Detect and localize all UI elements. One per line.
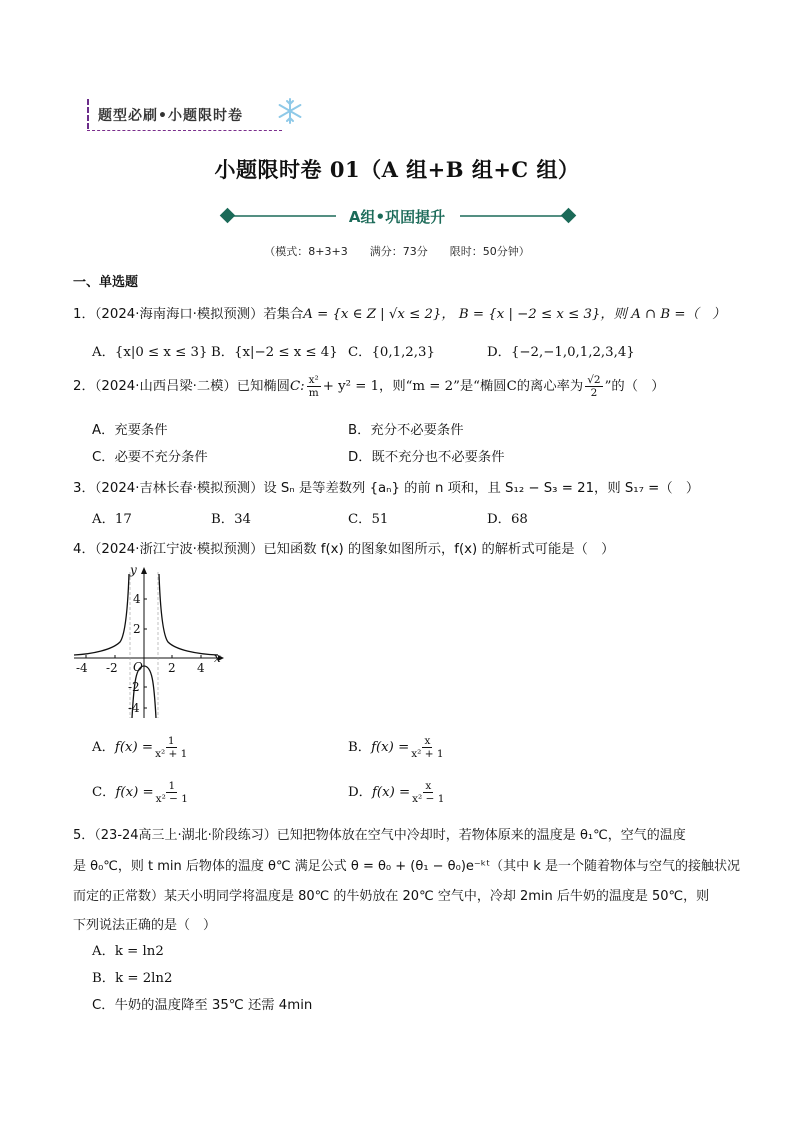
x-tick-label: 4 [197,661,205,675]
question-2-option-a[interactable]: A．充要条件 [92,423,168,438]
fraction-numerator: √2 [587,374,601,386]
question-2-source: 2．（2024·山西吕梁·二模）已知椭圆 [73,379,290,394]
question-2-stem [73,374,665,399]
fraction-denominator: 2 [590,387,598,399]
y-tick-label: -4 [128,701,140,715]
question-2-option-d[interactable]: D．既不充分也不必要条件 [348,450,505,465]
header-tag: 题型必刷•小题限时卷 [98,108,243,124]
option-label: C． [92,785,116,800]
question-1-option-a[interactable]: A．{x|0 ≤ x ≤ 3} [92,345,208,360]
question-4-option-a[interactable] [92,735,189,760]
fraction-denominator: x² − 1 [155,793,188,805]
fraction-numerator: 1 [167,735,175,747]
question-1-option-b[interactable]: B．{x|−2 ≤ x ≤ 4} [211,345,338,360]
question-5-option-c[interactable]: C．牛奶的温度降至 35℃ 还需 4min [92,998,313,1013]
left-branch-curve [74,574,129,655]
page-title: 小题限时卷 01（A 组+B 组+C 组） [214,157,580,182]
fraction-denominator: m [308,387,319,399]
x-axis-label: x [214,651,221,665]
y-tick-label: 2 [133,622,141,636]
option-label: D． [348,785,372,800]
fraction-numerator: x [424,735,431,747]
option-function: f(x) = [115,785,154,800]
y-axis-label: y [130,563,137,577]
option-function: f(x) = [114,740,154,755]
option-fraction [411,735,443,760]
question-2-tail: ”的（ ） [604,379,665,394]
y-tick-label: -2 [128,680,140,694]
fraction-denominator: x² − 1 [412,793,445,805]
question-3-stem: 3．（2024·吉林长春·模拟预测）设 Sₙ 是等差数列 {aₙ} 的前 n 项和，且 S₁₂ − S₃ = 21，则 S₁₇ =（ ） [73,481,700,496]
question-1-math: A = {x ∈ Z | √x ≤ 2}， B = {x | −2 ≤ x ≤ 3}，则 A ∩ B =（ ） [303,307,726,322]
fraction-numerator: x [425,780,432,792]
origin-label: O [133,660,143,674]
question-1-option-c[interactable]: C．{0,1,2,3} [348,345,435,360]
question-3-option-a[interactable]: A．17 [92,512,132,527]
option-fraction [155,735,187,760]
header-divider [87,130,282,131]
option-label: B． [348,740,372,755]
question-2-option-b[interactable]: B．充分不必要条件 [348,423,464,438]
question-5-option-b[interactable]: B．k = 2ln2 [92,971,173,986]
option-fraction [412,780,444,805]
fraction-denominator: x² + 1 [411,748,444,760]
y-tick-label: 4 [133,592,141,606]
section-banner-label: A组•巩固提升 [348,208,446,226]
option-fraction [156,780,188,805]
question-5-line-2: 是 θ₀℃，则 t min 后物体的温度 θ℃ 满足公式 θ = θ₀ + (θ₁ − θ₀)e⁻ᵏᵗ（其中 k 是一个随着物体与空气的接触状况 [73,859,740,874]
question-1-source: 1．（2024·海南海口·模拟预测）若集合 [73,307,304,322]
fraction-numerator: x² [308,374,319,386]
section-heading: 一、单选题 [73,275,139,290]
question-5-line-4: 下列说法正确的是（ ） [73,918,217,933]
question-4-option-d[interactable] [348,780,446,805]
question-4-stem: 4．（2024·浙江宁波·模拟预测）已知函数 f(x) 的图象如图所示，f(x) 的解析式可能是（ ） [73,542,615,557]
question-1-option-d[interactable]: D．{−2,−1,0,1,2,3,4} [487,345,635,360]
question-5-line-1: 5．（23-24高三上·湖北·阶段练习）已知把物体放在空气中冷却时，若物体原来的温度是 θ₁℃，空气的温度 [73,828,686,843]
question-5-option-a[interactable]: A．k = ln2 [92,944,164,959]
x-tick-label: -2 [106,661,118,675]
option-function: f(x) = [371,785,411,800]
question-1-stem [73,303,725,322]
snowflake-icon [276,97,304,125]
y-axis-arrow [141,567,147,574]
x-tick-label: 2 [168,661,176,675]
right-branch-curve [159,574,218,655]
exam-meta: （模式：8+3+3 满分：73分 限时：50分钟） [264,245,530,258]
question-5-line-3: 而定的正常数）某天小明同学将温度是 80℃ 的牛奶放在 20℃ 空气中，冷却 2min 后牛奶的温度是 50℃，则 [73,889,710,904]
fraction-denominator: x² + 1 [155,748,188,760]
question-4-option-b[interactable] [348,735,446,760]
header-accent-bar [87,99,93,129]
question-2-ellipse-name: C: [289,379,305,394]
option-function: f(x) = [371,740,410,755]
question-3-option-b[interactable]: B．34 [211,512,251,527]
x-tick-label: -4 [76,661,88,675]
question-3-option-d[interactable]: D．68 [487,512,528,527]
question-2-condition: + y² = 1，则“m = 2”是“椭圆C的离心率为 [322,379,584,394]
question-2-option-c[interactable]: C．必要不充分条件 [92,450,208,465]
option-label: A． [92,740,115,755]
question-4-option-c[interactable] [92,780,190,805]
fraction-numerator: 1 [168,780,176,792]
function-graph [72,562,232,722]
question-3-option-c[interactable]: C．51 [348,512,389,527]
question-2-fraction [307,374,321,399]
question-2-eccentricity-fraction [585,374,602,399]
